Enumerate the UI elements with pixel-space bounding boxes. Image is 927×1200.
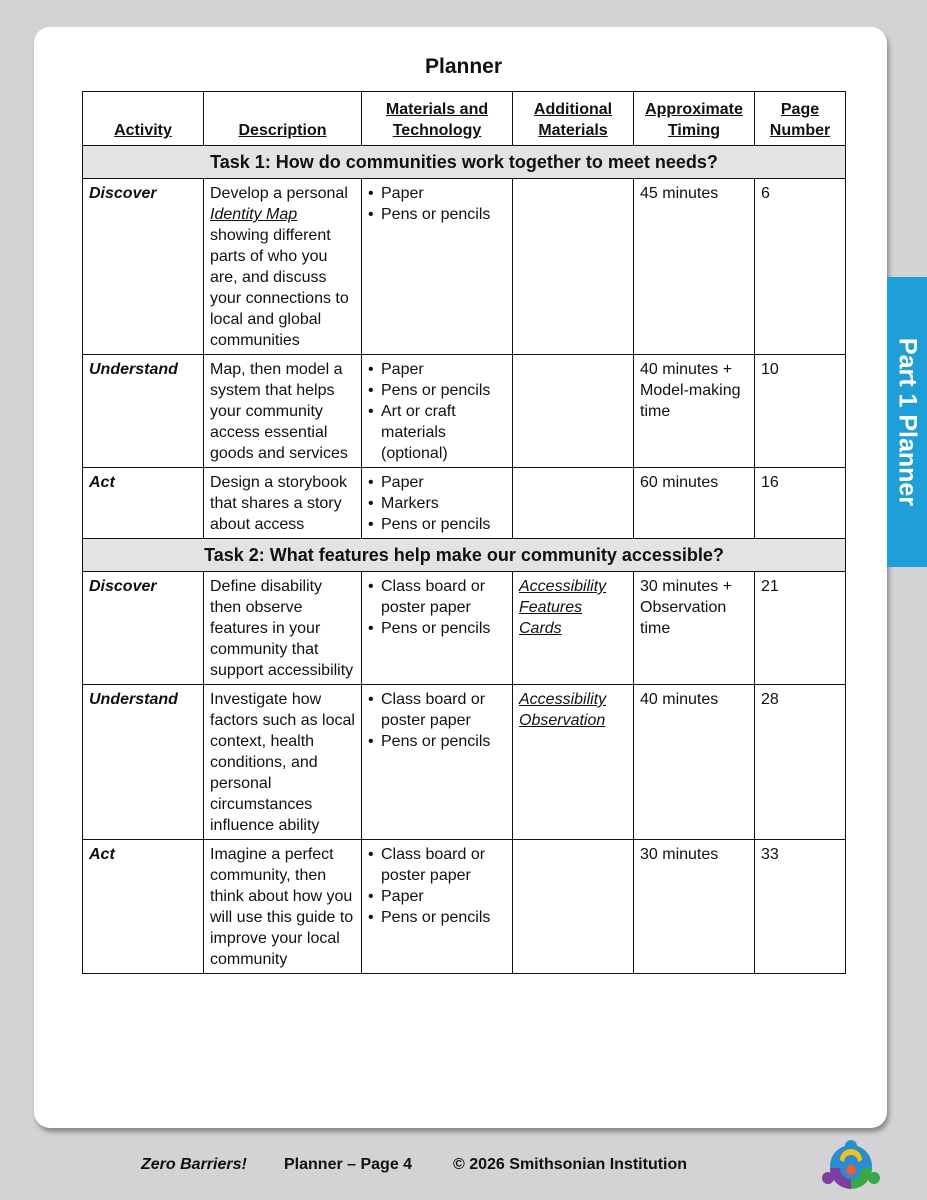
header-page bbox=[755, 92, 846, 146]
header-materials bbox=[362, 92, 513, 146]
materials-cell bbox=[362, 840, 513, 974]
timing-cell: 40 minutes + Model-making time bbox=[634, 355, 755, 468]
materials-cell bbox=[362, 685, 513, 840]
materials-item: • Class board or poster paper bbox=[368, 844, 507, 886]
footer-copyright: © 2026 Smithsonian Institution bbox=[453, 1156, 688, 1173]
side-tab bbox=[887, 277, 927, 567]
materials-item: • Paper bbox=[368, 886, 507, 907]
header-row bbox=[83, 92, 846, 146]
header-page-line1: Page bbox=[780, 101, 820, 118]
header-description bbox=[204, 92, 362, 146]
materials-item: • Pens or pencils bbox=[368, 618, 507, 639]
materials-item: • Art or craft materials (optional) bbox=[368, 401, 507, 464]
description-text: Map, then model a system that helps your community access essential goods and services bbox=[210, 361, 348, 462]
header-timing-line2: Timing bbox=[667, 122, 721, 139]
header-timing bbox=[634, 92, 755, 146]
table-row bbox=[83, 179, 846, 355]
description-cell bbox=[204, 355, 362, 468]
materials-item: • Class board or poster paper bbox=[368, 689, 507, 731]
page-number-cell: 16 bbox=[755, 468, 846, 539]
activity-cell: Act bbox=[83, 840, 204, 974]
header-additional-line2: Materials bbox=[538, 122, 608, 139]
table-row bbox=[83, 572, 846, 685]
planner-table bbox=[82, 91, 846, 974]
materials-item: • Markers bbox=[368, 493, 507, 514]
materials-item: • Pens or pencils bbox=[368, 907, 507, 928]
task-header-row bbox=[83, 539, 846, 572]
timing-cell: 30 minutes bbox=[634, 840, 755, 974]
people-circle-logo-icon bbox=[822, 1138, 880, 1194]
header-description-text: Description bbox=[238, 122, 327, 139]
materials-item: • Pens or pencils bbox=[368, 731, 507, 752]
activity-cell: Understand bbox=[83, 685, 204, 840]
task-header-row bbox=[83, 146, 846, 179]
page-number-cell: 21 bbox=[755, 572, 846, 685]
description-cell bbox=[204, 685, 362, 840]
timing-cell: 40 minutes bbox=[634, 685, 755, 840]
page-number-cell: 10 bbox=[755, 355, 846, 468]
additional-cell bbox=[513, 572, 634, 685]
table-row bbox=[83, 468, 846, 539]
timing-cell: 45 minutes bbox=[634, 179, 755, 355]
materials-list bbox=[368, 689, 507, 752]
activity-cell: Act bbox=[83, 468, 204, 539]
materials-item: • Pens or pencils bbox=[368, 204, 507, 225]
materials-list bbox=[368, 183, 507, 225]
materials-cell bbox=[362, 572, 513, 685]
planner-body bbox=[83, 146, 846, 974]
materials-list bbox=[368, 844, 507, 928]
page-title: Planner bbox=[424, 55, 503, 78]
description-cell bbox=[204, 179, 362, 355]
additional-cell bbox=[513, 468, 634, 539]
description-cell bbox=[204, 840, 362, 974]
activity-cell: Discover bbox=[83, 572, 204, 685]
side-tab-label: Part 1 Planner bbox=[893, 337, 922, 507]
page-number-cell: 28 bbox=[755, 685, 846, 840]
header-materials-line2: Technology bbox=[392, 122, 482, 139]
header-additional bbox=[513, 92, 634, 146]
materials-list bbox=[368, 359, 507, 464]
description-text: Define disability then observe features in your community that support accessibility bbox=[210, 578, 354, 679]
materials-item: • Pens or pencils bbox=[368, 514, 507, 535]
header-materials-line1: Materials and bbox=[385, 101, 489, 118]
table-row bbox=[83, 840, 846, 974]
materials-item: • Pens or pencils bbox=[368, 380, 507, 401]
additional-cell bbox=[513, 179, 634, 355]
materials-list bbox=[368, 576, 507, 639]
materials-cell bbox=[362, 355, 513, 468]
timing-cell: 60 minutes bbox=[634, 468, 755, 539]
timing-cell: 30 minutes + Observation time bbox=[634, 572, 755, 685]
table-row bbox=[83, 355, 846, 468]
header-activity-text: Activity bbox=[114, 122, 172, 139]
additional-cell bbox=[513, 685, 634, 840]
description-cell bbox=[204, 572, 362, 685]
table-row bbox=[83, 685, 846, 840]
description-cell bbox=[204, 468, 362, 539]
task-title: Task 2: What features help make our community accessible? bbox=[83, 539, 846, 572]
materials-item: • Paper bbox=[368, 472, 507, 493]
materials-item: • Class board or poster paper bbox=[368, 576, 507, 618]
task-title: Task 1: How do communities work together to meet needs? bbox=[83, 146, 846, 179]
header-page-line2: Number bbox=[769, 122, 831, 139]
footer-brand: Zero Barriers! bbox=[141, 1156, 247, 1173]
materials-item: • Paper bbox=[368, 359, 507, 380]
header-activity bbox=[83, 92, 204, 146]
description-text-cont: showing different parts of who you are, and discuss your connections to local and global communities bbox=[210, 227, 349, 349]
activity-cell: Understand bbox=[83, 355, 204, 468]
header-timing-line1: Approximate bbox=[645, 101, 743, 118]
description-text: Develop a personal bbox=[210, 185, 348, 202]
materials-list bbox=[368, 472, 507, 535]
activity-cell: Discover bbox=[83, 179, 204, 355]
description-link[interactable]: Identity Map bbox=[210, 206, 298, 223]
page-number-cell: 33 bbox=[755, 840, 846, 974]
materials-cell bbox=[362, 468, 513, 539]
header-additional-line1: Additional bbox=[533, 101, 613, 118]
materials-cell bbox=[362, 179, 513, 355]
additional-link[interactable]: Accessibility Features Cards bbox=[519, 578, 607, 637]
description-text: Imagine a perfect community, then think about how you will use this guide to improve your local community bbox=[210, 846, 354, 968]
description-text: Investigate how factors such as local context, health conditions, and personal circumstances influence ability bbox=[210, 691, 355, 834]
description-text: Design a storybook that shares a story about access bbox=[210, 474, 347, 533]
materials-item: • Paper bbox=[368, 183, 507, 204]
footer-page: Planner – Page 4 bbox=[284, 1156, 413, 1173]
additional-cell bbox=[513, 840, 634, 974]
additional-link[interactable]: Accessibility Observation bbox=[519, 691, 607, 729]
page-number-cell: 6 bbox=[755, 179, 846, 355]
additional-cell bbox=[513, 355, 634, 468]
